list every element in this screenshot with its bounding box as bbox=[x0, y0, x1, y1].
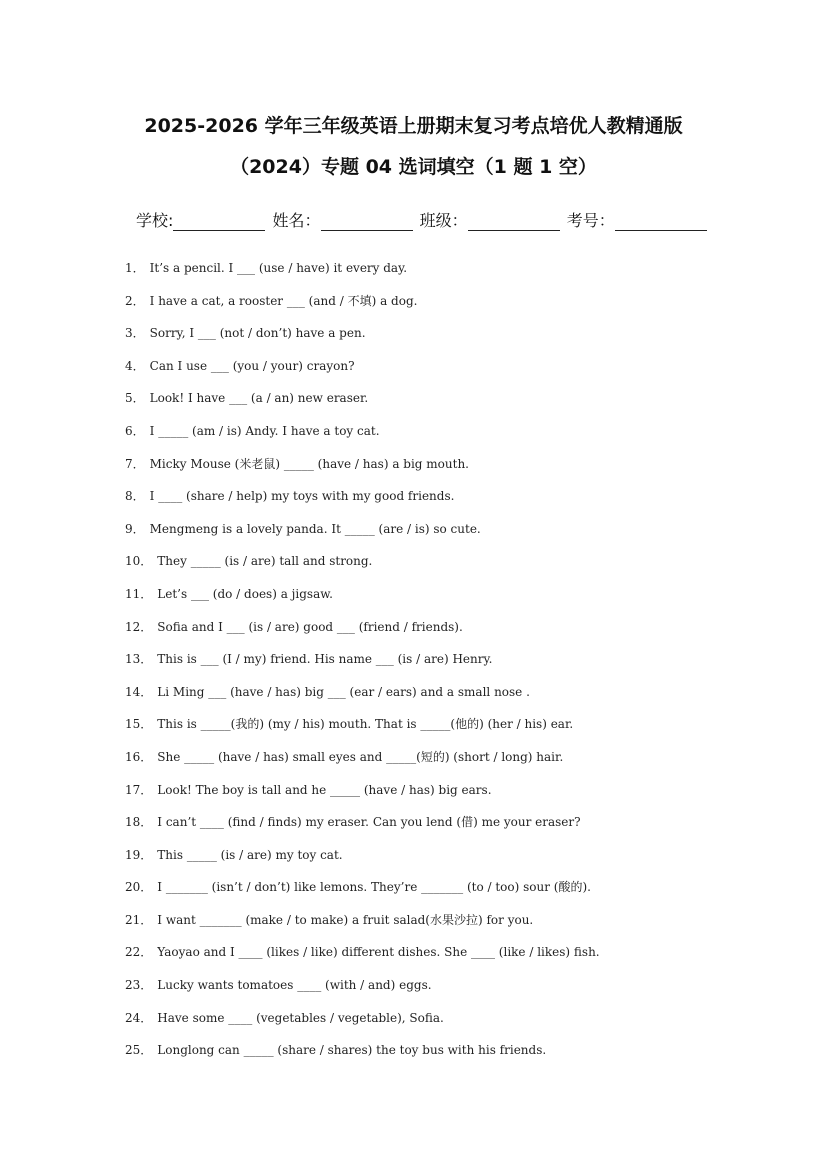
exam-number-label: 考号： bbox=[566, 211, 615, 230]
question-text: Sorry, I ___ (not / don’t) have a pen. bbox=[149, 326, 366, 341]
question-number: 5． bbox=[125, 391, 145, 406]
question-number: 8． bbox=[125, 489, 145, 504]
question-text: Can I use ___ (you / your) crayon? bbox=[149, 358, 355, 373]
question-text: Yaoyao and I ____ (likes / like) different dishes. She ____ (like / likes) fish. bbox=[157, 945, 600, 960]
question-item bbox=[125, 683, 685, 716]
question-text: This is ___ (I / my) friend. His name ___ (is / are) Henry. bbox=[157, 652, 493, 667]
question-item bbox=[125, 389, 685, 422]
question-item bbox=[125, 618, 685, 651]
name-label: 姓名： bbox=[272, 211, 321, 230]
school-blank bbox=[173, 212, 265, 231]
question-text: Look! I have ___ (a / an) new eraser. bbox=[149, 391, 369, 406]
question-item bbox=[125, 976, 685, 1009]
question-number: 4． bbox=[125, 358, 145, 373]
question-text: This is _____(我的) (my / his) mouth. That is _____(他的) (her / his) ear. bbox=[157, 717, 574, 732]
question-item bbox=[125, 781, 685, 814]
question-text: Micky Mouse (米老鼠) _____ (have / has) a big mouth. bbox=[149, 456, 469, 471]
question-text: They _____ (is / are) tall and strong. bbox=[157, 554, 373, 569]
question-number: 14． bbox=[125, 684, 153, 699]
question-item bbox=[125, 324, 685, 357]
question-text: I _______ (isn’t / don’t) like lemons. They’re _______ (to / too) sour (酸的). bbox=[157, 880, 591, 895]
question-item bbox=[125, 552, 685, 585]
question-text: I have a cat, a rooster ___ (and / 不填) a dog. bbox=[149, 293, 418, 308]
question-item bbox=[125, 943, 685, 976]
question-item bbox=[125, 650, 685, 683]
question-number: 12． bbox=[125, 619, 153, 634]
question-item bbox=[125, 878, 685, 911]
question-text: Look! The boy is tall and he _____ (have / has) big ears. bbox=[157, 782, 492, 797]
question-item bbox=[125, 259, 685, 292]
question-number: 10． bbox=[125, 554, 153, 569]
question-item bbox=[125, 715, 685, 748]
question-number: 3． bbox=[125, 326, 145, 341]
question-number: 18． bbox=[125, 815, 153, 830]
question-number: 17． bbox=[125, 782, 153, 797]
exam-number-blank bbox=[615, 212, 707, 231]
question-item bbox=[125, 422, 685, 455]
question-item bbox=[125, 585, 685, 618]
question-item bbox=[125, 846, 685, 879]
question-number: 21． bbox=[125, 912, 153, 927]
question-number: 11． bbox=[125, 586, 153, 601]
question-number: 1． bbox=[125, 261, 145, 275]
question-number: 13． bbox=[125, 652, 153, 667]
student-info-row bbox=[136, 208, 709, 231]
question-number: 24． bbox=[125, 1010, 153, 1025]
question-number: 20． bbox=[125, 880, 153, 895]
question-number: 6． bbox=[125, 423, 145, 438]
class-blank bbox=[468, 212, 560, 231]
question-item bbox=[125, 520, 685, 553]
question-number: 19． bbox=[125, 847, 153, 862]
question-text: Have some ____ (vegetables / vegetable), Sofia. bbox=[157, 1010, 444, 1025]
question-number: 7． bbox=[125, 456, 145, 471]
question-item bbox=[125, 292, 685, 325]
school-label: 学校: bbox=[136, 211, 174, 230]
question-item bbox=[125, 487, 685, 520]
question-number: 23． bbox=[125, 978, 153, 993]
question-text: Let’s ___ (do / does) a jigsaw. bbox=[157, 586, 333, 601]
question-text: Longlong can _____ (share / shares) the toy bus with his friends. bbox=[157, 1043, 547, 1058]
question-number: 22． bbox=[125, 945, 153, 960]
question-text: She _____ (have / has) small eyes and _____(短的) (short / long) hair. bbox=[157, 749, 564, 764]
question-number: 9． bbox=[125, 521, 145, 536]
question-list bbox=[125, 259, 685, 1074]
question-text: Lucky wants tomatoes ____ (with / and) eggs. bbox=[157, 978, 432, 993]
class-label: 班级： bbox=[419, 211, 468, 230]
question-text: This _____ (is / are) my toy cat. bbox=[157, 847, 343, 862]
question-number: 25． bbox=[125, 1043, 153, 1058]
question-number: 16． bbox=[125, 749, 153, 764]
question-number: 2． bbox=[125, 293, 145, 308]
question-number: 15． bbox=[125, 717, 153, 732]
question-item bbox=[125, 1041, 685, 1074]
question-text: Li Ming ___ (have / has) big ___ (ear / ears) and a small nose . bbox=[157, 684, 530, 699]
document-title-line-1: 2025-2026 学年三年级英语上册期末复习考点培优人教精通版 bbox=[144, 115, 683, 137]
question-item bbox=[125, 748, 685, 781]
question-text: I want _______ (make / to make) a fruit salad(水果沙拉) for you. bbox=[157, 912, 534, 927]
document-title-line-2: （2024）专题 04 选词填空（1 题 1 空） bbox=[230, 156, 597, 178]
question-text: I can’t ____ (find / finds) my eraser. Can you lend (借) me your eraser? bbox=[157, 815, 581, 830]
question-item bbox=[125, 357, 685, 390]
question-text: I ____ (share / help) my toys with my good friends. bbox=[149, 489, 455, 504]
question-text: Mengmeng is a lovely panda. It _____ (are / is) so cute. bbox=[149, 521, 481, 536]
name-blank bbox=[321, 212, 413, 231]
question-text: I _____ (am / is) Andy. I have a toy cat. bbox=[149, 423, 380, 438]
question-item bbox=[125, 455, 685, 488]
question-item bbox=[125, 813, 685, 846]
question-text: Sofia and I ___ (is / are) good ___ (friend / friends). bbox=[157, 619, 463, 634]
question-text: It’s a pencil. I ___ (use / have) it every day. bbox=[149, 261, 408, 275]
question-item bbox=[125, 911, 685, 944]
question-item bbox=[125, 1009, 685, 1042]
